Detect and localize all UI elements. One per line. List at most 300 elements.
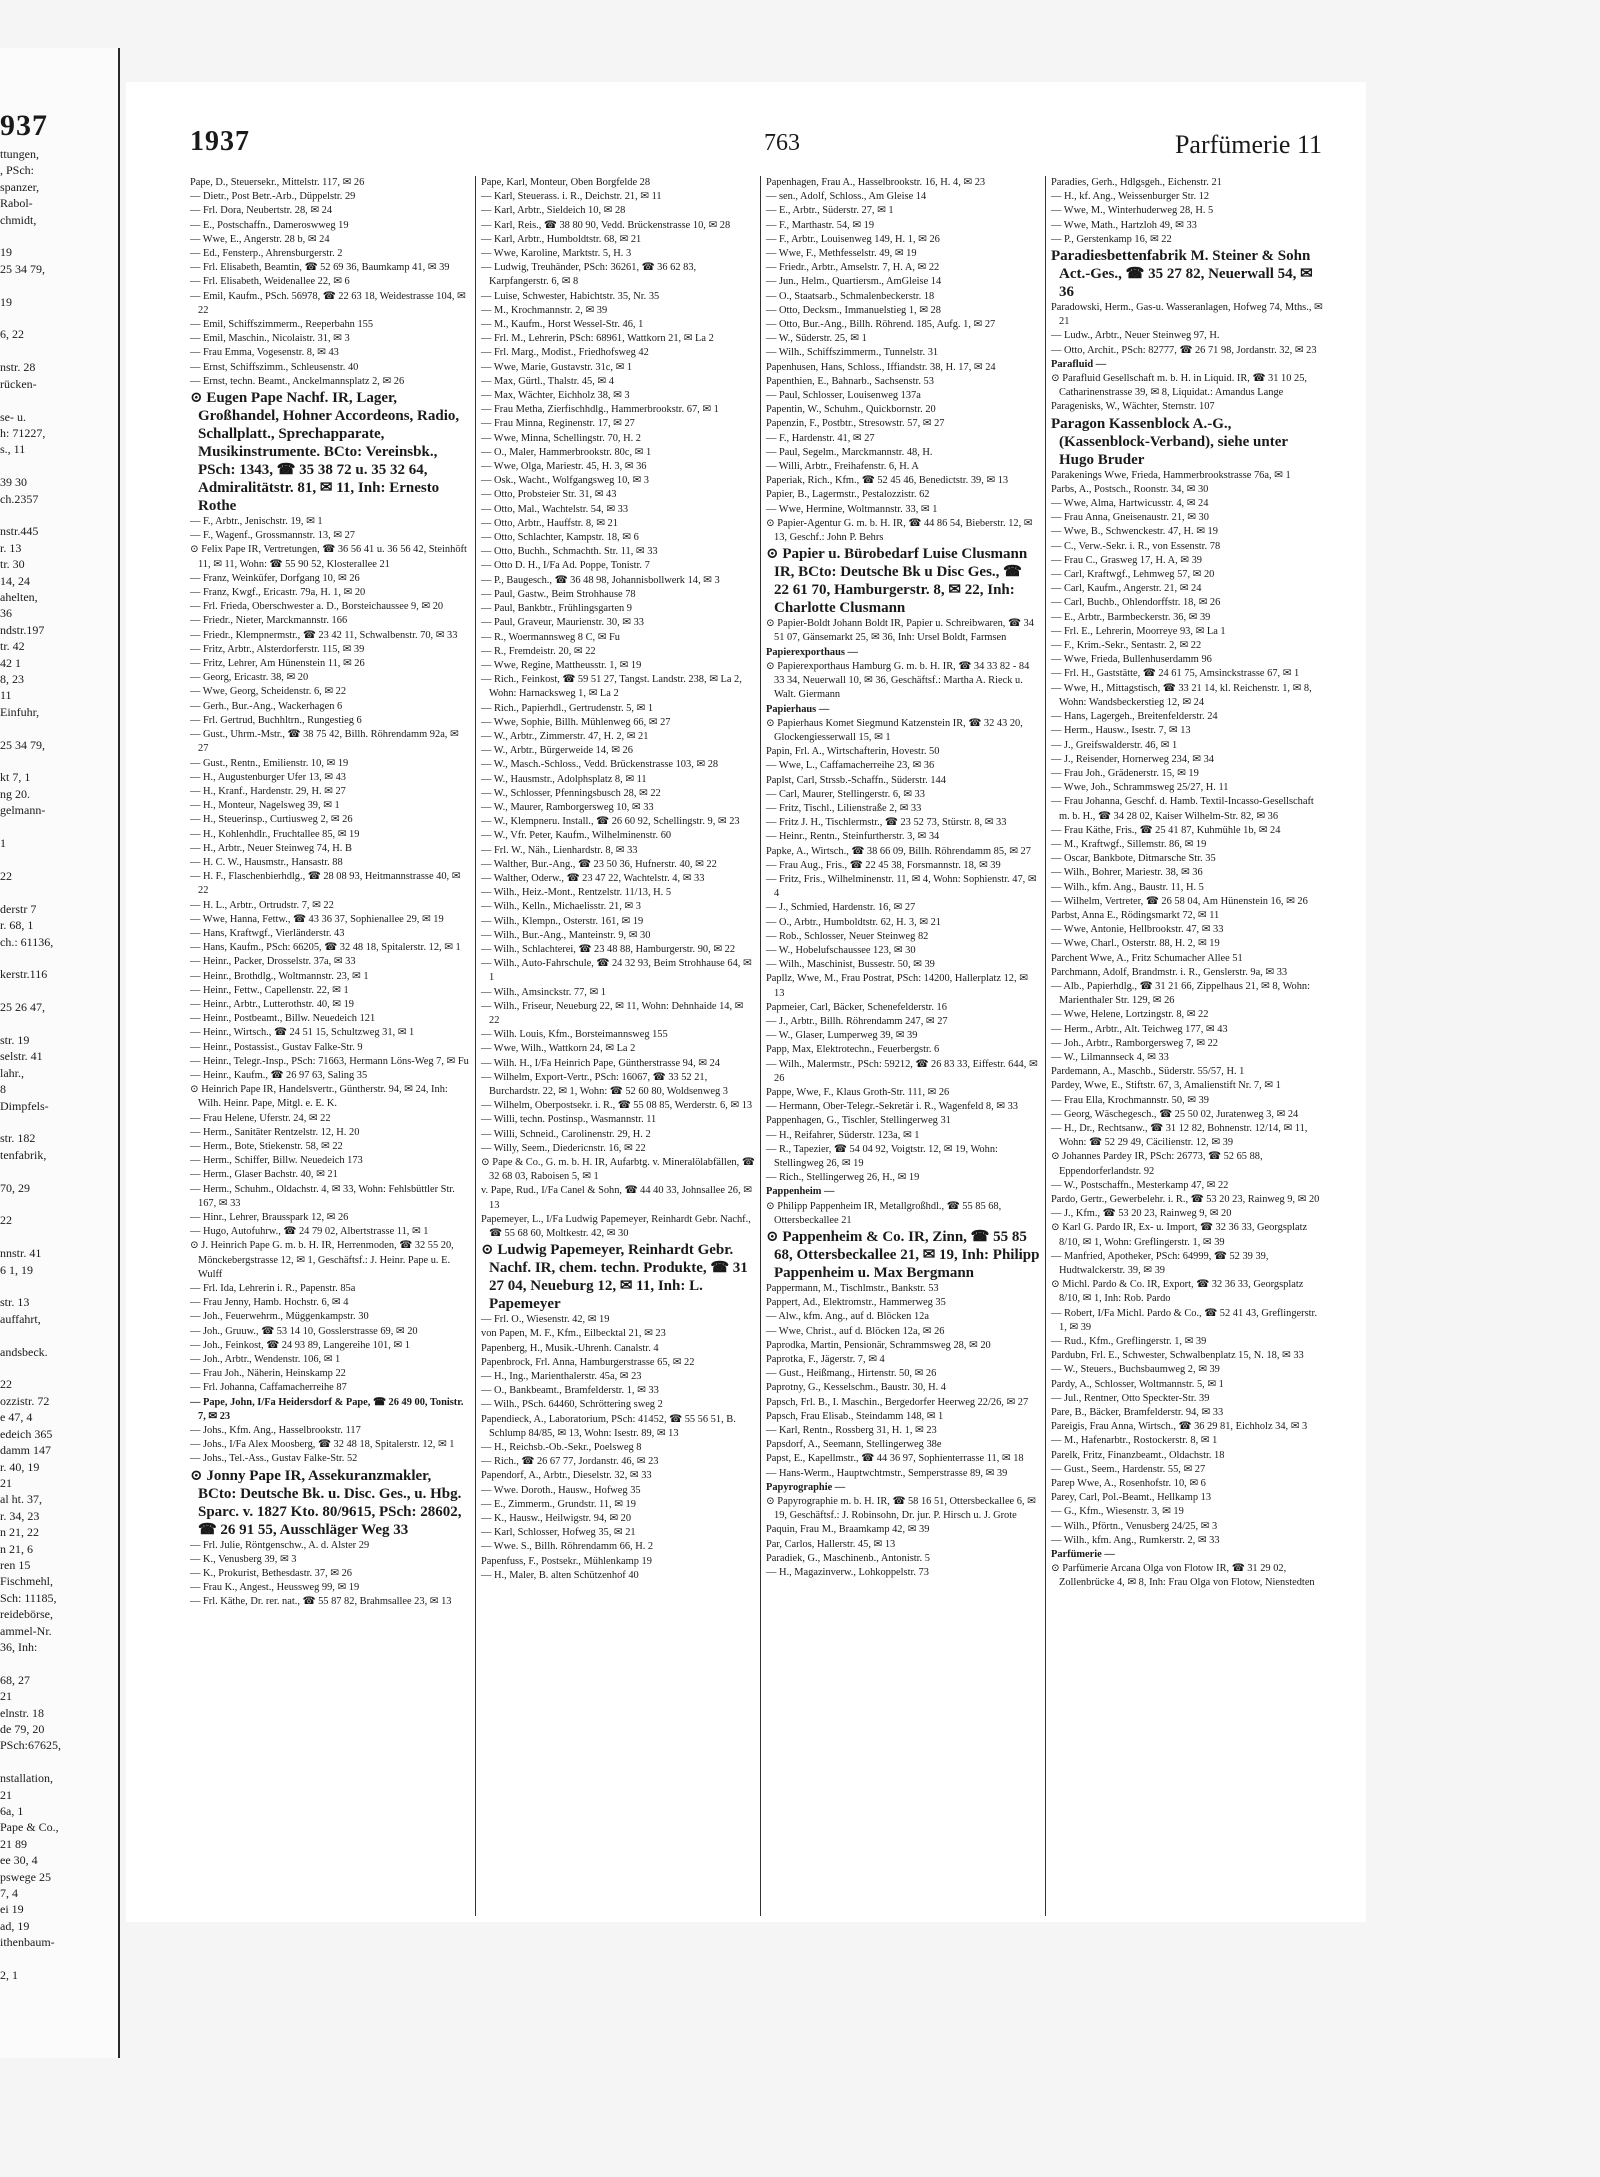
directory-entry: — Gust., Seem., Hardenstr. 55, ✉ 27 <box>1051 1463 1206 1475</box>
directory-entry: — Wwe, M., Winterhuderweg 28, H. 5 <box>1051 205 1214 217</box>
previous-page-line: ozzistr. 72 <box>0 1393 50 1408</box>
directory-entry: — Carl, Buchb., Ohlendorffstr. 18, ✉ 26 <box>1051 597 1221 609</box>
column-1 <box>190 176 475 1916</box>
directory-entry: — Willi, techn. Postinsp., Wasmannstr. 11 <box>481 1114 657 1126</box>
directory-entry: — Wwe, Charl., Osterstr. 88, H. 2, ✉ 19 <box>1051 938 1220 950</box>
directory-entry: — E., Arbtr., Barmbeckerstr. 36, ✉ 39 <box>1051 611 1211 623</box>
directory-entry: Papsch, Frau Elisab., Steindamm 148, ✉ 1 <box>766 1410 944 1422</box>
previous-page-line: r. 13 <box>0 540 22 555</box>
directory-entry: ⊙ Parfümerie Arcana Olga von Flotow IR, ☎ 31 29 02, Zollenbrücke 4, ✉ 8, Inh: Frau Olga von Flotow, Nienstedten <box>1051 1563 1315 1589</box>
directory-entry: — Frau Metha, Zierfischhdlg., Hammerbrookstr. 67, ✉ 1 <box>481 404 719 416</box>
directory-entry: — O., Bankbeamt., Bramfelderstr. 1, ✉ 33 <box>481 1385 659 1397</box>
directory-entry: Papenthien, E., Bahnarb., Sachsenstr. 53 <box>766 375 934 387</box>
previous-page-line <box>0 1327 118 1343</box>
previous-page-line: str. 182 <box>0 1131 36 1146</box>
directory-page <box>126 82 1366 1922</box>
previous-page-line: ch.2357 <box>0 491 39 506</box>
directory-entry: — Frau K., Angest., Heussweg 99, ✉ 19 <box>190 1582 360 1594</box>
directory-entry: — W., Hausmstr., Adolphsplatz 8, ✉ 11 <box>481 773 647 785</box>
previous-page-line: 42 1 <box>0 655 21 670</box>
directory-entry: — Herm., Schiffer, Billw. Neuedeich 173 <box>190 1155 363 1167</box>
directory-entry: — Georg, Ericastr. 38, ✉ 20 <box>190 672 309 684</box>
directory-entry: — Fritz, Fris., Wilhelminenstr. 11, ✉ 4, Wohn: Sophienstr. 47, ✉ 4 <box>766 873 1037 900</box>
directory-entry: ⊙ Papier-Boldt Johann Boldt IR, Papier u. Schreibwaren, ☎ 34 51 07, Gänsemarkt 25, ✉ 36, Inh: Ursel Boldt, Farmsen <box>766 618 1034 644</box>
directory-entry: — Herm., Sanitäter Rentzelstr. 12, H. 20 <box>190 1126 360 1138</box>
directory-entry: — Wwe, Olga, Mariestr. 45, H. 3, ✉ 36 <box>481 461 647 473</box>
directory-entry: — Wwe, Georg, Scheidenstr. 6, ✉ 22 <box>190 686 347 698</box>
directory-entry: — Dietr., Post Betr.-Arb., Düppelstr. 29 <box>190 191 356 203</box>
directory-entry: ⊙ Heinrich Pape IR, Handelsvertr., Güntherstr. 94, ✉ 24, Inh: Wilh. Heinr. Pape, Mitgl. e. E. K. <box>190 1084 448 1110</box>
directory-entry: — Wwe, Regine, Mattheusstr. 1, ✉ 19 <box>481 659 642 671</box>
directory-entry: — Joh., Arbtr., Wendenstr. 106, ✉ 1 <box>190 1354 341 1366</box>
directory-entry: — Johs., I/Fa Alex Moosberg, ☎ 32 48 18, Spitalerstr. 12, ✉ 1 <box>190 1439 455 1451</box>
previous-page-line: ng 20. <box>0 786 30 801</box>
directory-entry: — F., Krim.-Sekr., Sentastr. 2, ✉ 22 <box>1051 640 1202 652</box>
directory-entry: — Herm., Arbtr., Alt. Teichweg 177, ✉ 43 <box>1051 1023 1228 1035</box>
directory-entry: — Frau Helene, Uferstr. 24, ✉ 22 <box>190 1112 331 1124</box>
directory-entry: Parakenings Wwe, Frieda, Hammerbrookstrasse 76a, ✉ 1 <box>1051 469 1291 481</box>
previous-page-line: nnstr. 41 <box>0 1246 42 1261</box>
directory-entry: — Otto, Bur.-Ang., Billh. Röhrend. 185, Aufg. 1, ✉ 27 <box>766 319 996 331</box>
directory-entry: Papsdorf, A., Seemann, Stellingerweg 38e <box>766 1439 942 1451</box>
directory-entry: — Frl. Elisabeth, Beamtin, ☎ 52 69 36, Baumkamp 41, ✉ 39 <box>190 262 450 274</box>
previous-page-line <box>0 1655 118 1671</box>
previous-page-line: Sch: 11185, <box>0 1590 57 1605</box>
directory-entry: — H., Steuerinsp., Curtiusweg 2, ✉ 26 <box>190 814 353 826</box>
previous-page-line: n 21, 22 <box>0 1525 39 1540</box>
page-header <box>190 124 1330 170</box>
directory-entry: — Fritz, Tischl., Lilienstraße 2, ✉ 33 <box>766 802 922 814</box>
previous-page-line <box>0 1951 118 1967</box>
directory-entry: — Frl. Ida, Lehrerin i. R., Papenstr. 85a <box>190 1283 356 1295</box>
directory-entry: Papemeyer, L., I/Fa Ludwig Papemeyer, Reinhardt Gebr. Nachf., ☎ 55 68 60, Moltkestr. 42, ✉ 30 <box>481 1213 751 1240</box>
directory-entry: — Karl, Reis., ☎ 38 80 90, Vedd. Brückenstrasse 10, ✉ 28 <box>481 219 731 231</box>
directory-entry: — E., Postschaffn., Dameroswweg 19 <box>190 219 349 231</box>
directory-entry: Papentin, W., Schuhm., Quickbornstr. 20 <box>766 404 936 416</box>
directory-entry: — Gust., Rentn., Emilienstr. 10, ✉ 19 <box>190 757 349 769</box>
directory-entry: — Joh., Arbtr., Ramborgersweg 7, ✉ 22 <box>1051 1037 1218 1049</box>
directory-entry: — W., Vfr. Peter, Kaufm., Wilhelminenstr. 60 <box>481 830 672 842</box>
directory-entry: — Fritz, Arbtr., Alsterdorferstr. 115, ✉ 39 <box>190 643 365 655</box>
directory-entry: ⊙ Pappenheim & Co. IR, Zinn, ☎ 55 85 68, Ottersbeckallee 21, ✉ 19, Inh: Philipp Pappenheim u. Max Bergmann <box>766 1229 1040 1282</box>
directory-entry: — Frau Emma, Vogesenstr. 8, ✉ 43 <box>190 347 339 359</box>
directory-entry: — E., Zimmerm., Grundstr. 11, ✉ 19 <box>481 1498 636 1510</box>
directory-entry: — Wwe, L., Caffamacherreihe 23, ✉ 36 <box>766 760 935 772</box>
directory-entry: Parchmann, Adolf, Brandmstr. i. R., Genslerstr. 9a, ✉ 33 <box>1051 966 1288 978</box>
previous-page-line <box>0 950 118 966</box>
previous-page-line: lahr., <box>0 1065 24 1080</box>
directory-entry: ⊙ Felix Pape IR, Vertretungen, ☎ 36 56 41 u. 36 56 42, Steinhöft 11, ✉ 11, Wohn: ☎ 55 90 52, Klosterallee 21 <box>190 544 467 570</box>
directory-entry: — Otto, Schlachter, Kampstr. 18, ✉ 6 <box>481 532 639 544</box>
directory-entry: — J., Reisender, Hornerweg 234, ✉ 34 <box>1051 753 1214 765</box>
directory-entry: ⊙ Papierexporthaus Hamburg G. m. b. H. IR, ☎ 34 33 82 - 84 33 34, Neuerwall 10, ✉ 36, Geschäftsf.: Martha A. Rieck u. Walt. Giermann <box>766 660 1030 701</box>
previous-page-line: r. 40, 19 <box>0 1459 40 1474</box>
directory-entry: — W., Hobelufschaussee 123, ✉ 30 <box>766 944 916 956</box>
directory-entry: Papierhaus — <box>766 703 830 715</box>
previous-page-line: nstr. 28 <box>0 360 36 375</box>
directory-entry: — W., Steuers., Buchsbaumweg 2, ✉ 39 <box>1051 1364 1220 1376</box>
directory-entry: — F., Arbtr., Jenischstr. 19, ✉ 1 <box>190 516 323 528</box>
directory-entry: Paragon Kassenblock A.-G., (Kassenblock-Verband), siehe unter Hugo Bruder <box>1051 415 1288 468</box>
previous-page-line <box>0 1196 118 1212</box>
previous-page-line: ttungen, <box>0 147 39 161</box>
directory-entry: — Hugo, Autofuhrw., ☎ 24 79 02, Albertstrasse 11, ✉ 1 <box>190 1226 429 1238</box>
previous-page-line: ei 19 <box>0 1902 24 1917</box>
directory-entry: — Wwe, H., Mittagstisch, ☎ 33 21 14, kl. Reichenstr. 1, ✉ 8, Wohn: Wandsbeckerstieg 12, ✉ 24 <box>1051 682 1312 708</box>
directory-entry: — Frl. Frieda, Oberschwester a. D., Borsteichaussee 9, ✉ 20 <box>190 601 444 613</box>
previous-page-line: 7, 4 <box>0 1886 18 1901</box>
directory-entry: — Karl, Schlosser, Hofweg 35, ✉ 21 <box>481 1527 636 1539</box>
previous-page-line: pswege 25 <box>0 1869 51 1884</box>
previous-page-line: 21 89 <box>0 1836 27 1851</box>
directory-entry: — Walther, Oderw., ☎ 23 47 22, Wachtelstr. 4, ✉ 33 <box>481 872 705 884</box>
previous-page-line: 14, 24 <box>0 573 30 588</box>
directory-entry: Paprotny, G., Kesselschm., Baustr. 30, H. 4 <box>766 1382 946 1394</box>
directory-entry: — Emil, Schiffszimmerm., Reeperbahn 155 <box>190 319 374 331</box>
directory-entry: — Frl. Julie, Röntgenschw., A. d. Alster 29 <box>190 1539 370 1551</box>
directory-entry: — Karl, Arbtr., Sieldeich 10, ✉ 28 <box>481 205 626 217</box>
directory-entry: — Wilh., Heiz.-Mont., Rentzelstr. 11/13, H. 5 <box>481 887 672 899</box>
previous-page-line: 68, 27 <box>0 1672 30 1687</box>
directory-entry: — Joh., Feinkost, ☎ 24 93 89, Langereihe 101, ✉ 1 <box>190 1339 410 1351</box>
directory-entry: — R., Fremdeistr. 20, ✉ 22 <box>481 645 596 657</box>
directory-entry: Papenhagen, Frau A., Hasselbrookstr. 16, H. 4, ✉ 23 <box>766 177 986 188</box>
directory-entry: — Frl. H., Gaststätte, ☎ 24 61 75, Amsinckstrasse 67, ✉ 1 <box>1051 668 1300 680</box>
previous-page-line: Fischmehl, <box>0 1574 53 1589</box>
previous-page-line <box>0 983 118 999</box>
directory-entry: Parafluid — <box>1051 358 1107 370</box>
previous-page-line: 19 <box>0 245 12 260</box>
previous-page-line: 8, 23 <box>0 672 24 686</box>
directory-entry: Pardey, Wwe, E., Stiftstr. 67, 3, Amalienstift Nr. 7, ✉ 1 <box>1051 1080 1281 1092</box>
directory-entry: — Herm., Bote, Stiekenstr. 58, ✉ 22 <box>190 1140 343 1152</box>
directory-entry: — O., Arbtr., Humboldtstr. 62, H. 3, ✉ 21 <box>766 916 941 928</box>
directory-entry: — H., Kranf., Hardenstr. 29, H. ✉ 27 <box>190 785 346 797</box>
directory-entry: — Wwe, Karoline, Marktstr. 5, H. 3 <box>481 248 632 260</box>
previous-page-line: elnstr. 18 <box>0 1705 44 1720</box>
directory-entry: — Jun., Helm., Quartiersm., AmGleise 14 <box>766 276 942 288</box>
directory-entry: — Frl. E., Lehrerin, Moorreye 93, ✉ La 1 <box>1051 625 1226 637</box>
previous-page-line: 19 <box>0 294 12 309</box>
directory-entry: — Emil, Maschin., Nicolaistr. 31, ✉ 3 <box>190 333 350 345</box>
previous-page-line: 6, 22 <box>0 327 24 342</box>
directory-entry: — Wilh., Friseur, Neueburg 22, ✉ 11, Wohn: Dehnhaide 14, ✉ 22 <box>481 1000 744 1026</box>
directory-entry: — Heinr., Brothdlg., Woltmannstr. 23, ✉ 1 <box>190 970 369 982</box>
previous-page-line: tenfabrik, <box>0 1147 47 1162</box>
directory-entry: Pardo, Gertr., Gewerbelehr. i. R., ☎ 53 20 23, Rainweg 9, ✉ 20 <box>1051 1194 1320 1205</box>
previous-page-line: rücken- <box>0 376 37 391</box>
directory-entry: — Willy, Seem., Diedericnstr. 16, ✉ 22 <box>481 1142 646 1154</box>
directory-entry: — P., Gerstenkamp 16, ✉ 22 <box>1051 233 1172 245</box>
directory-entry: Paradiek, G., Maschinenb., Antonistr. 5 <box>766 1552 930 1564</box>
previous-page-line: Pape & Co., <box>0 1820 59 1835</box>
directory-entry: — W., Arbtr., Bürgerweide 14, ✉ 26 <box>481 745 633 757</box>
directory-entry: — Jul., Rentner, Otto Speckter-Str. 39 <box>1051 1392 1210 1404</box>
directory-entry: Papp, Max, Elektrotechn., Feuerbergstr. 6 <box>766 1044 940 1056</box>
directory-entry: Pappermann, M., Tischlmstr., Bankstr. 53 <box>766 1283 939 1295</box>
directory-entry: — Wwe, Hanna, Fettw., ☎ 43 36 37, Sophienallee 29, ✉ 19 <box>190 913 444 925</box>
column-4 <box>1045 176 1330 1916</box>
directory-entry: — R., Woermannsweg 8 C, ✉ Fu <box>481 631 620 643</box>
directory-entry: Papendorf, A., Arbtr., Dieselstr. 32, ✉ 33 <box>481 1470 652 1482</box>
previous-page-line <box>0 1278 118 1294</box>
directory-entry: — Paul, Bankbtr., Frühlingsgarten 9 <box>481 603 632 615</box>
previous-page-line: Einfuhr, <box>0 704 40 719</box>
directory-entry: — H. C. W., Hausmstr., Hansastr. 88 <box>190 856 343 868</box>
directory-entry: Papierexporthaus — <box>766 646 858 658</box>
previous-page-line: spanzer, <box>0 179 40 194</box>
directory-entry: — H., Maler, B. alten Schützenhof 40 <box>481 1569 639 1581</box>
previous-page-line: str. 19 <box>0 1032 30 1047</box>
previous-page-line <box>0 392 118 408</box>
directory-entry: — C., Verw.-Sekr. i. R., von Essenstr. 78 <box>1051 540 1221 552</box>
directory-entry: Papenberg, H., Musik.-Uhrenh. Canalstr. 4 <box>481 1342 659 1354</box>
previous-page-line: derstr 7 <box>0 901 37 916</box>
directory-entry: — Hans, Lagergeh., Breitenfelderstr. 24 <box>1051 711 1218 723</box>
directory-entry: — Wilh., kfm. Ang., Baustr. 11, H. 5 <box>1051 881 1204 893</box>
previous-page-line: 36 <box>0 606 12 621</box>
directory-entry: — Heinr., Rentn., Steinfurtherstr. 3, ✉ 34 <box>766 831 940 843</box>
directory-entry: Pappert, Ad., Elektromstr., Hammerweg 35 <box>766 1297 946 1309</box>
previous-page-line: nstallation, <box>0 1771 53 1786</box>
directory-entry: — Max, Wächter, Eichholz 38, ✉ 3 <box>481 390 630 402</box>
directory-entry: — Friedr., Nieter, Marckmannstr. 166 <box>190 615 348 627</box>
directory-entry: ⊙ Parafluid Gesellschaft m. b. H. in Liquid. IR, ☎ 31 10 25, Catharinenstrasse 39, ✉ 8, Liquidat.: Amandus Lange <box>1051 373 1307 399</box>
directory-entry: — Rich., Papierhdl., Gertrudenstr. 5, ✉ 1 <box>481 702 654 714</box>
directory-entry: — Frl. Marg., Modist., Friedhofsweg 42 <box>481 347 649 359</box>
previous-page-line: PSch:67625, <box>0 1738 62 1753</box>
directory-entry: — Carl, Kraftwgf., Lehmweg 57, ✉ 20 <box>1051 569 1215 581</box>
previous-page-line <box>0 1360 118 1376</box>
directory-entry: — Frau Minna, Reginenstr. 17, ✉ 27 <box>481 418 635 430</box>
directory-entry: — H., Reifahrer, Süderstr. 123a, ✉ 1 <box>766 1129 920 1141</box>
directory-entry: — Heinr., Kaufm., ☎ 26 97 63, Saling 35 <box>190 1069 368 1081</box>
directory-entry: — Heinr., Wirtsch., ☎ 24 51 15, Schultzweg 31, ✉ 1 <box>190 1027 415 1039</box>
previous-page-line: 22 <box>0 1213 12 1228</box>
previous-page-line: chmidt, <box>0 212 37 227</box>
directory-entry: — Heinr., Packer, Drosselstr. 37a, ✉ 33 <box>190 956 356 968</box>
directory-entry: — K., Hausw., Heilwigstr. 94, ✉ 20 <box>481 1513 632 1525</box>
directory-entry: Parbs, A., Postsch., Roonstr. 34, ✉ 30 <box>1051 483 1209 495</box>
directory-entry: ⊙ Pape & Co., G. m. b. H. IR, Aufarbtg. v. Mineralölabfällen, ☎ 32 68 03, Raboisen 5, ✉ 1 <box>481 1157 755 1183</box>
directory-entry: — Wwe, Antonie, Hellbrookstr. 47, ✉ 33 <box>1051 924 1224 936</box>
previous-page-line: h: 71227, <box>0 425 46 440</box>
directory-entry: — Frau Joh., Näherin, Heinskamp 22 <box>190 1368 346 1380</box>
directory-entry: Pape, Karl, Monteur, Oben Borgfelde 28 <box>481 177 651 188</box>
directory-entry: — Frau Johanna, Geschf. d. Hamb. Textil-Incasso-Gesellschaft m. b. H., ☎ 34 28 02, Kaiser Wilhelm-Str. 82, ✉ 36 <box>1051 796 1314 822</box>
directory-entry: — Wilh., Kelln., Michaelisstr. 21, ✉ 3 <box>481 901 641 913</box>
directory-entry: — J., Kfm., ☎ 53 20 23, Rainweg 9, ✉ 20 <box>1051 1208 1232 1220</box>
directory-entry: ⊙ Papyrographie m. b. H. IR, ☎ 58 16 51, Ottersbeckallee 6, ✉ 19, Geschäftsf.: J. Robinsohn, Dr. jur. P. Hirsch u. J. Grote <box>766 1496 1036 1522</box>
directory-entry: — M., Hafenarbtr., Rostockerstr. 8, ✉ 1 <box>1051 1435 1218 1447</box>
directory-entry: — Frl. M., Lehrerin, PSch: 68961, Wattkorn 21, ✉ La 2 <box>481 333 714 345</box>
directory-entry: — Joh., Feuerwehrm., Müggenkampstr. 30 <box>190 1311 369 1323</box>
directory-entry: — Paul, Graveur, Maurienstr. 30, ✉ 33 <box>481 617 644 629</box>
directory-entry: — Herm., Schuhm., Oldachstr. 4, ✉ 33, Wohn: Fehlsbüttler Str. 167, ✉ 33 <box>190 1183 455 1209</box>
directory-entry: — Wilh., Schlachterei, ☎ 23 48 88, Hamburgerstr. 90, ✉ 22 <box>481 943 736 955</box>
entry-columns <box>190 176 1330 1916</box>
directory-entry: — Wwe, Marie, Gustavstr. 31c, ✉ 1 <box>481 361 633 373</box>
directory-entry: — W., Süderstr. 25, ✉ 1 <box>766 333 867 345</box>
directory-entry: — G., Kfm., Wiesenstr. 3, ✉ 19 <box>1051 1506 1184 1518</box>
directory-entry: Paradowski, Herm., Gas-u. Wasseranlagen, Hofweg 74, Mths., ✉ 21 <box>1051 302 1323 328</box>
directory-entry: Par, Carlos, Hallerstr. 45, ✉ 13 <box>766 1538 896 1550</box>
directory-entry: v. Pape, Rud., I/Fa Canel & Sohn, ☎ 44 40 33, Johnsallee 26, ✉ 13 <box>481 1185 752 1211</box>
previous-page-line: kerstr.116 <box>0 967 48 982</box>
previous-page-line: andsbeck. <box>0 1344 48 1359</box>
directory-entry: — Emil, Kaufm., PSch. 56978, ☎ 22 63 18, Weidestrasse 104, ✉ 22 <box>190 290 466 316</box>
directory-entry: Paradies, Gerh., Hdlgsgeh., Eichenstr. 21 <box>1051 177 1222 188</box>
previous-page-line <box>0 228 118 244</box>
directory-entry: Pappe, Wwe, F., Klaus Groth-Str. 111, ✉ 26 <box>766 1086 950 1098</box>
directory-entry: — W., Maurer, Ramborgersweg 10, ✉ 33 <box>481 801 654 813</box>
directory-entry: — Friedr., Arbtr., Amselstr. 7, H. A, ✉ 22 <box>766 262 940 274</box>
directory-entry: — Wilh., Malermstr., PSch: 59212, ☎ 26 83 33, Eiffestr. 644, ✉ 26 <box>766 1058 1038 1084</box>
previous-page-line <box>0 753 118 769</box>
previous-page-lines <box>0 146 118 1984</box>
directory-entry: ⊙ Papier u. Bürobedarf Luise Clusmann IR, BCto: Deutsche Bk u Disc Ges., ☎ 22 61 70, Hamburgerstr. 8, ✉ 22, Inh: Charlotte Clusmann <box>766 546 1028 617</box>
header-year: 1937 <box>190 126 250 157</box>
previous-page-line <box>0 1163 118 1179</box>
directory-entry: — Wilh., Klempn., Osterstr. 161, ✉ 19 <box>481 915 644 927</box>
directory-entry: — sen., Adolf, Schloss., Am Gleise 14 <box>766 191 927 203</box>
directory-entry: Papin, Frl. A., Wirtschafterin, Hovestr. 50 <box>766 746 940 758</box>
directory-entry: ⊙ J. Heinrich Pape G. m. b. H. IR, Herrenmoden, ☎ 32 55 20, Mönckebergstrasse 12, ✉ 1, Geschäftsf.: J. Heinr. Pape u. E. Wulff <box>190 1240 454 1280</box>
directory-entry: — M., Krochmannstr. 2, ✉ 39 <box>481 304 608 316</box>
directory-entry: — Wilh. Louis, Kfm., Borsteimannsweg 155 <box>481 1029 668 1041</box>
directory-entry: Papmeier, Carl, Bäcker, Schenefelderstr. 16 <box>766 1001 947 1013</box>
previous-page-line: damm 147 <box>0 1443 51 1458</box>
directory-entry: — F., Arbtr., Louisenweg 149, H. 1, ✉ 26 <box>766 233 940 245</box>
directory-entry: — Herm., Hausw., Isestr. 7, ✉ 13 <box>1051 725 1191 737</box>
directory-entry: — Fritz J. H., Tischlermstr., ☎ 23 52 73, Stürstr. 8, ✉ 33 <box>766 817 1007 829</box>
directory-entry: — Wilh., Bohrer, Mariestr. 38, ✉ 36 <box>1051 867 1203 879</box>
previous-page-line: , PSch: <box>0 163 35 178</box>
directory-entry: — J., Schmied, Hardenstr. 16, ✉ 27 <box>766 902 916 914</box>
directory-entry: Parfümerie — <box>1051 1549 1115 1561</box>
directory-entry: — O., Staatsarb., Schmalenbeckerstr. 18 <box>766 290 935 302</box>
previous-page-fragment <box>0 48 120 2058</box>
directory-entry: ⊙ Ludwig Papemeyer, Reinhardt Gebr. Nachf. IR, chem. techn. Produkte, ☎ 31 27 04, Neueburg 12, ✉ 11, Inh: L. Papemeyer <box>481 1242 748 1313</box>
previous-page-line <box>0 1229 118 1245</box>
previous-page-line: reidebörse, <box>0 1607 53 1622</box>
directory-entry: — W., Arbtr., Zimmerstr. 47, H. 2, ✉ 21 <box>481 730 649 742</box>
directory-entry: Paperiak, Rich., Kfm., ☎ 52 45 46, Benedictstr. 39, ✉ 13 <box>766 475 1009 487</box>
directory-entry: — H., Arbtr., Neuer Steinweg 74, H. B <box>190 842 352 854</box>
directory-entry: — Frau C., Grasweg 17, H. A, ✉ 39 <box>1051 554 1202 566</box>
directory-entry: — K., Prokurist, Bethesdastr. 37, ✉ 26 <box>190 1568 352 1580</box>
directory-entry: — Walther, Bur.-Ang., ☎ 23 50 36, Hufnerstr. 40, ✉ 22 <box>481 858 717 870</box>
directory-entry: Pardy, A., Schlosser, Woltmannstr. 5, ✉ 1 <box>1051 1378 1224 1390</box>
previous-page-line: kt 7, 1 <box>0 770 31 785</box>
directory-entry: — Hinr., Lehrer, Brausspark 12, ✉ 26 <box>190 1212 349 1223</box>
previous-page-line: Dimpfels- <box>0 1098 49 1113</box>
directory-entry: — Rud., Kfm., Greflingerstr. 1, ✉ 39 <box>1051 1336 1207 1348</box>
directory-entry: Parelk, Fritz, Finanzbeamt., Oldachstr. 18 <box>1051 1449 1225 1461</box>
directory-entry: — Frau Aug., Fris., ☎ 22 45 38, Forsmannstr. 18, ✉ 39 <box>766 859 1001 871</box>
directory-entry: — Hermann, Ober-Telegr.-Sekretär i. R., Wagenfeld 8, ✉ 33 <box>766 1101 1018 1113</box>
directory-entry: — W., Schlosser, Pfenningsbusch 28, ✉ 22 <box>481 787 661 799</box>
directory-entry: — Luise, Schwester, Habichtstr. 35, Nr. 35 <box>481 290 660 302</box>
directory-entry: — W., Postschaffn., Mesterkamp 47, ✉ 22 <box>1051 1179 1229 1191</box>
directory-entry: — Heinr., Postbeamt., Billw. Neuedeich 121 <box>190 1013 376 1025</box>
directory-entry: — E., Arbtr., Süderstr. 27, ✉ 1 <box>766 205 894 217</box>
previous-page-line <box>0 1114 118 1130</box>
directory-entry: — Heinr., Postassist., Gustav Falke-Str. 9 <box>190 1041 363 1053</box>
directory-entry: Parep Wwe, A., Rosenhofstr. 10, ✉ 6 <box>1051 1478 1206 1490</box>
directory-entry: — Wwe, Alma, Hartwicusstr. 4, ✉ 24 <box>1051 498 1209 510</box>
directory-entry: — Ludw., Arbtr., Neuer Steinweg 97, H. <box>1051 330 1220 342</box>
previous-page-line: 25 34 79, <box>0 261 45 276</box>
directory-entry: — Otto D. H., I/Fa Ad. Poppe, Tonistr. 7 <box>481 560 650 572</box>
directory-entry: — Frau Käthe, Fris., ☎ 25 41 87, Kuhmühle 1b, ✉ 24 <box>1051 824 1281 836</box>
directory-entry: — Wwe, B., Schwenckestr. 47, H. ✉ 19 <box>1051 526 1218 538</box>
previous-page-line: 11 <box>0 688 12 703</box>
directory-entry: Papyrographie — <box>766 1481 846 1493</box>
directory-entry: — Heinr., Arbtr., Lutterothstr. 40, ✉ 19 <box>190 998 354 1010</box>
directory-entry: Papendieck, A., Laboratorium, PSch: 41452, ☎ 55 56 51, B. Schlump 84/85, ✉ 13, Wohn: Isestr. 89, ✉ 13 <box>481 1413 736 1439</box>
directory-entry: ⊙ Michl. Pardo & Co. IR, Export, ☎ 32 36 33, Georgsplatz 8/10, ✉ 1, Inh: Rob. Pardo <box>1051 1279 1304 1305</box>
directory-entry: — Paul, Gastw., Beim Strohhause 78 <box>481 588 636 600</box>
directory-entry: — Wilh., Pförtn., Venusberg 24/25, ✉ 3 <box>1051 1520 1218 1532</box>
directory-entry: — Oscar, Bankbote, Ditmarsche Str. 35 <box>1051 853 1216 865</box>
column-3 <box>760 176 1045 1916</box>
directory-entry: — Gust., Heißmang., Hirtenstr. 50, ✉ 26 <box>766 1368 937 1380</box>
directory-entry: Paprotka, F., Jägerstr. 7, ✉ 4 <box>766 1354 885 1366</box>
directory-entry: — H., Augustenburger Ufer 13, ✉ 43 <box>190 771 346 783</box>
directory-entry: — Ernst, Schiffszimm., Schleusenstr. 40 <box>190 361 359 373</box>
previous-page-line: s., 11 <box>0 442 26 457</box>
previous-page-line <box>0 458 118 474</box>
directory-entry: — H., kf. Ang., Weissenburger Str. 12 <box>1051 191 1210 203</box>
directory-entry: Paragenisks, W., Wächter, Sternstr. 107 <box>1051 401 1215 413</box>
directory-entry: — Otto, Probsteier Str. 31, ✉ 43 <box>481 489 617 501</box>
directory-entry: — Otto, Buchh., Schmachth. Str. 11, ✉ 33 <box>481 546 658 558</box>
previous-page-line <box>0 343 118 359</box>
previous-page-line: tr. 30 <box>0 557 25 572</box>
directory-entry: — Frl. Johanna, Caffamacherreihe 87 <box>190 1382 347 1394</box>
directory-entry: Papsch, Frl. B., I. Maschin., Bergedorfer Heerweg 22/26, ✉ 27 <box>766 1396 1029 1408</box>
directory-entry: ⊙ Philipp Pappenheim IR, Metallgroßhdl., ☎ 55 85 68, Ottersbeckallee 21 <box>766 1200 1002 1226</box>
directory-entry: Papenfuss, F., Postsekr., Mühlenkamp 19 <box>481 1555 652 1567</box>
directory-entry: — Frau Ella, Krochmannstr. 50, ✉ 39 <box>1051 1094 1209 1106</box>
directory-entry: — Johs., Kfm. Ang., Hasselbrookstr. 117 <box>190 1425 361 1437</box>
header-section-title: Parfümerie 11 <box>1174 130 1322 159</box>
directory-entry: Parchent Wwe, A., Fritz Schumacher Allee 51 <box>1051 952 1243 964</box>
directory-entry: — Manfried, Apotheker, PSch: 64999, ☎ 52 39 39, Hudtwalckerstr. 39, ✉ 39 <box>1051 1250 1269 1277</box>
directory-entry: — O., Maler, Hammerbrookstr. 80c, ✉ 1 <box>481 446 652 458</box>
directory-entry: — Ludwig, Treuhänder, PSch: 36261, ☎ 36 62 83, Karpfangerstr. 6, ✉ 8 <box>481 262 697 288</box>
previous-page-line: 21 <box>0 1689 12 1704</box>
directory-entry: Papke, A., Wirtsch., ☎ 38 66 09, Billh. Röhrendamm 85, ✉ 27 <box>766 845 1031 857</box>
previous-page-line <box>0 819 118 835</box>
previous-page-line: 70, 29 <box>0 1180 30 1195</box>
previous-page-line: 22 <box>0 868 12 883</box>
directory-entry: — Wwe, Christ., auf d. Blöcken 12a, ✉ 26 <box>766 1325 945 1337</box>
previous-page-line: ren 15 <box>0 1557 31 1572</box>
directory-entry: — Wilh., PSch. 64460, Schröttering sweg 2 <box>481 1399 663 1411</box>
directory-entry: — Wwe, Hermine, Woltmannstr. 33, ✉ 1 <box>766 503 938 515</box>
directory-entry: — Otto, Mal., Wachtelstr. 54, ✉ 33 <box>481 503 629 515</box>
directory-entry: — Frl. Elisabeth, Weidenallee 22, ✉ 6 <box>190 276 350 288</box>
directory-entry: Papenhusen, Hans, Schloss., Iffiandstr. 38, H. 17, ✉ 24 <box>766 361 996 373</box>
directory-entry: — J., Greifswalderstr. 46, ✉ 1 <box>1051 739 1178 751</box>
previous-page-line <box>0 310 118 326</box>
directory-entry: — Frau Joh., Grädenerstr. 15, ✉ 19 <box>1051 767 1199 779</box>
column-2 <box>475 176 760 1916</box>
previous-page-line <box>0 851 118 867</box>
directory-entry: — W., Lilmannseck 4, ✉ 33 <box>1051 1051 1169 1063</box>
